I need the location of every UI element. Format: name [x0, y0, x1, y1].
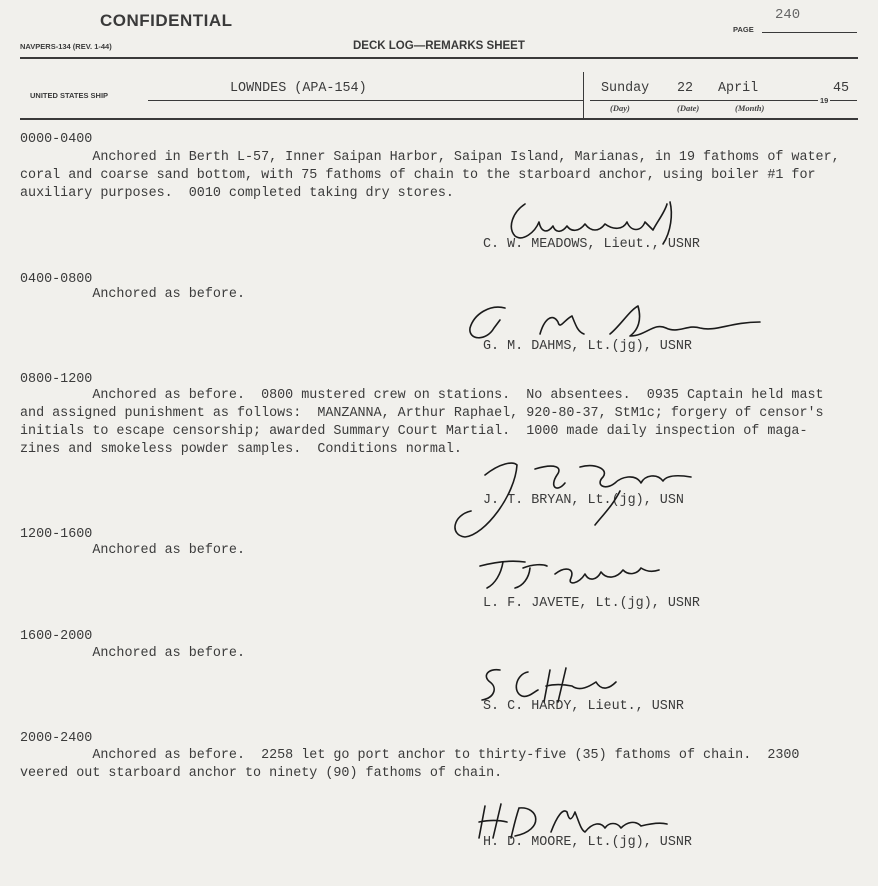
signature-moore — [475, 800, 675, 845]
ship-name-line — [148, 100, 583, 101]
page-number-line — [762, 32, 857, 33]
entry-line: Anchored as before. — [20, 543, 245, 558]
page-label: PAGE — [733, 25, 754, 34]
month-caption: (Month) — [735, 103, 765, 113]
form-number: NAVPERS-134 (REV. 1-44) — [20, 42, 112, 51]
watch-2000-2400: 2000-2400 — [20, 731, 93, 746]
year-line — [830, 100, 857, 101]
watch-0800-1200: 0800-1200 — [20, 372, 93, 387]
page-number: 240 — [775, 7, 801, 23]
header-bottom-divider — [20, 118, 858, 120]
date-caption: (Date) — [677, 103, 700, 113]
watch-1200-1600: 1200-1600 — [20, 527, 93, 542]
signature-dahms — [460, 298, 770, 348]
entry-line: Anchored as before. 2258 let go port anchor to thirty-five (35) fathoms of chain. 2300 — [20, 748, 800, 763]
signature-meadows — [495, 192, 695, 252]
year-prefix: 19 — [820, 96, 829, 105]
officer-name: G. M. DAHMS, Lt.(jg), USNR — [483, 339, 692, 354]
entry-line: Anchored as before. — [20, 646, 245, 661]
log-year: 45 — [833, 81, 850, 96]
classification-label: CONFIDENTIAL — [100, 11, 233, 30]
officer-name: H. D. MOORE, Lt.(jg), USNR — [483, 835, 692, 850]
watch-0000-0400: 0000-0400 — [20, 132, 93, 147]
date-line — [590, 100, 818, 101]
entry-line: Anchored as before. 0800 mustered crew on stations. No absentees. 0935 Captain held mast — [20, 388, 824, 403]
log-month: April — [718, 81, 759, 96]
officer-name: L. F. JAVETE, Lt.(jg), USNR — [483, 596, 700, 611]
entry-line: veered out starboard anchor to ninety (90) fathoms of chain. — [20, 766, 503, 781]
officer-name: C. W. MEADOWS, Lieut., USNR — [483, 237, 700, 252]
officer-name: S. C. HARDY, Lieut., USNR — [483, 699, 684, 714]
entry-line: auxiliary purposes. 0010 completed taking dry stores. — [20, 186, 454, 201]
day-caption: (Day) — [610, 103, 630, 113]
log-date: 22 — [677, 81, 694, 96]
form-title: DECK LOG—REMARKS SHEET — [353, 40, 525, 52]
signature-bryan — [445, 455, 695, 545]
watch-1600-2000: 1600-2000 — [20, 629, 93, 644]
entry-line: initials to escape censorship; awarded Summary Court Martial. 1000 made daily inspection of maga- — [20, 424, 808, 439]
ship-box-divider — [583, 72, 584, 118]
entry-line: and assigned punishment as follows: MANZANNA, Arthur Raphael, 920-80-37, StM1c; forgery of censor's — [20, 406, 824, 421]
ship-label: UNITED STATES SHIP — [30, 91, 109, 100]
officer-name: J. T. BRYAN, Lt.(jg), USN — [483, 493, 684, 508]
log-day: Sunday — [601, 81, 650, 96]
entry-line: Anchored as before. — [20, 287, 245, 302]
watch-0400-0800: 0400-0800 — [20, 272, 93, 287]
signature-hardy — [470, 662, 620, 712]
ship-name: LOWNDES (APA-154) — [230, 81, 367, 96]
top-divider — [20, 57, 858, 59]
entry-line: coral and coarse sand bottom, with 75 fathoms of chain to the starboard anchor, using boiler #1 for — [20, 168, 816, 183]
entry-line: zines and smokeless powder samples. Conditions normal. — [20, 442, 462, 457]
signature-javete — [475, 550, 675, 600]
entry-line: Anchored in Berth L-57, Inner Saipan Harbor, Saipan Island, Marianas, in 19 fathoms of water, — [20, 150, 840, 165]
